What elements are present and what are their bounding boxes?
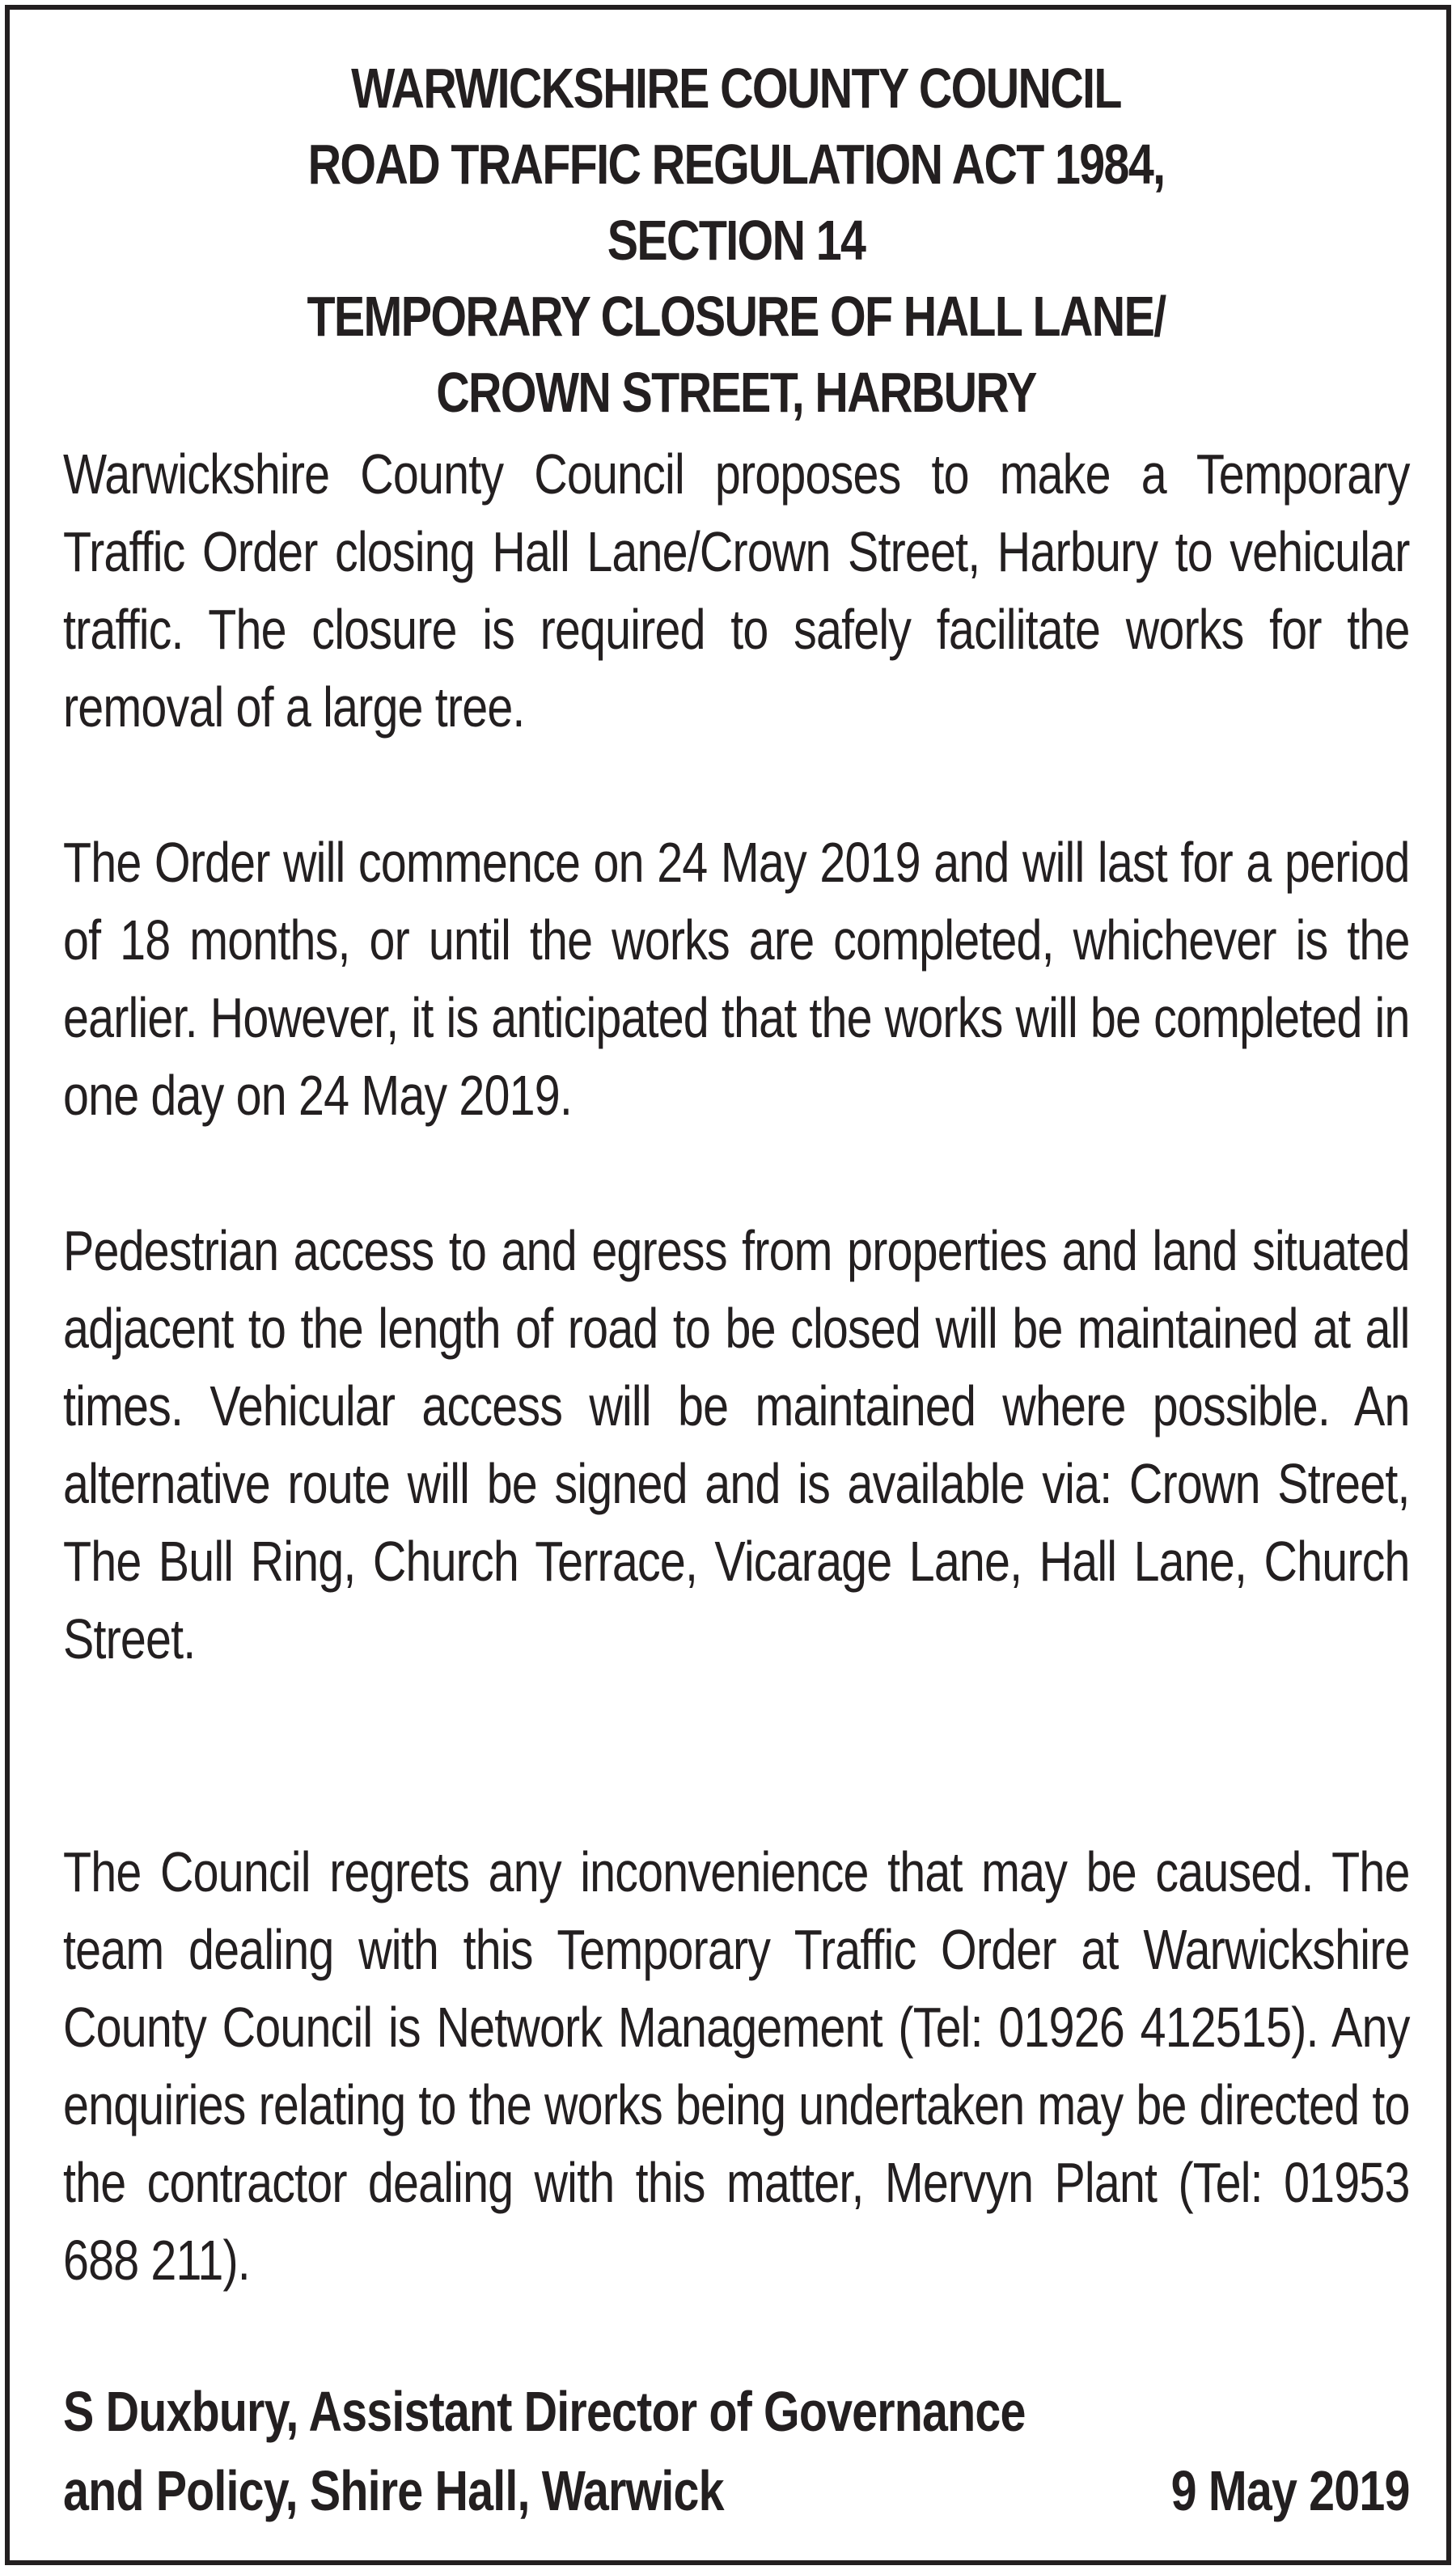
notice-heading bbox=[63, 50, 1410, 430]
heading-council: WARWICKSHIRE COUNTY COUNCIL bbox=[351, 57, 1121, 120]
notice-content bbox=[63, 50, 1409, 2377]
paragraph-contacts: The Council regrets any inconvenience that may be caused. The team dealing with this Temporary Traffic Order at Warwickshire County Council is Network Management (Tel: 01926 412515). Any enquiries relating to the works being undertaken may be directed to the contractor dealing with this matter, Mervyn Plant (Tel: 01953 688 211). bbox=[63, 1840, 1410, 2292]
public-notice bbox=[5, 5, 1451, 2565]
signoff-line-2 bbox=[63, 2451, 1410, 2530]
signoff-address: and Policy, Shire Hall, Warwick bbox=[63, 2459, 724, 2522]
paragraph-duration: The Order will commence on 24 May 2019 and will last for a period of 18 months, or until the works are completed, whichever is the earlier. However, it is anticipated that the works will be completed in one day on 24 May 2019. bbox=[63, 831, 1410, 1127]
paragraph-wrapper bbox=[63, 1833, 1409, 2377]
heading-section: SECTION 14 bbox=[607, 209, 866, 272]
signoff bbox=[63, 2372, 1409, 2530]
heading-location: CROWN STREET, HARBURY bbox=[436, 361, 1036, 424]
signoff-line-1 bbox=[63, 2372, 1410, 2451]
heading-act: ROAD TRAFFIC REGULATION ACT 1984, bbox=[307, 133, 1165, 196]
paragraph-wrapper bbox=[63, 824, 1409, 1212]
notice-body bbox=[63, 435, 1409, 2377]
signoff-name-title: S Duxbury, Assistant Director of Governance bbox=[63, 2380, 1026, 2443]
paragraph-access: Pedestrian access to and egress from properties and land situated adjacent to the length of road to be closed will be maintained at all times. Vehicular access will be maintained where possible. An alternative route will be signed and is available via: Crown Street, The Bull Ring, Church Terrace, Vicarage Lane, Hall Lane, Church Street. bbox=[63, 1219, 1410, 1670]
signoff-date: 9 May 2019 bbox=[1170, 2459, 1410, 2522]
paragraph-proposal: Warwickshire County Council proposes to make a Temporary Traffic Order closing Hall Lane/Crown Street, Harbury to vehicular traffic. The closure is required to safely facilitate works for the removal of a large tree. bbox=[63, 442, 1410, 739]
paragraph-wrapper bbox=[63, 435, 1409, 824]
heading-closure: TEMPORARY CLOSURE OF HALL LANE/ bbox=[307, 285, 1166, 348]
paragraph-wrapper bbox=[63, 1212, 1409, 1833]
